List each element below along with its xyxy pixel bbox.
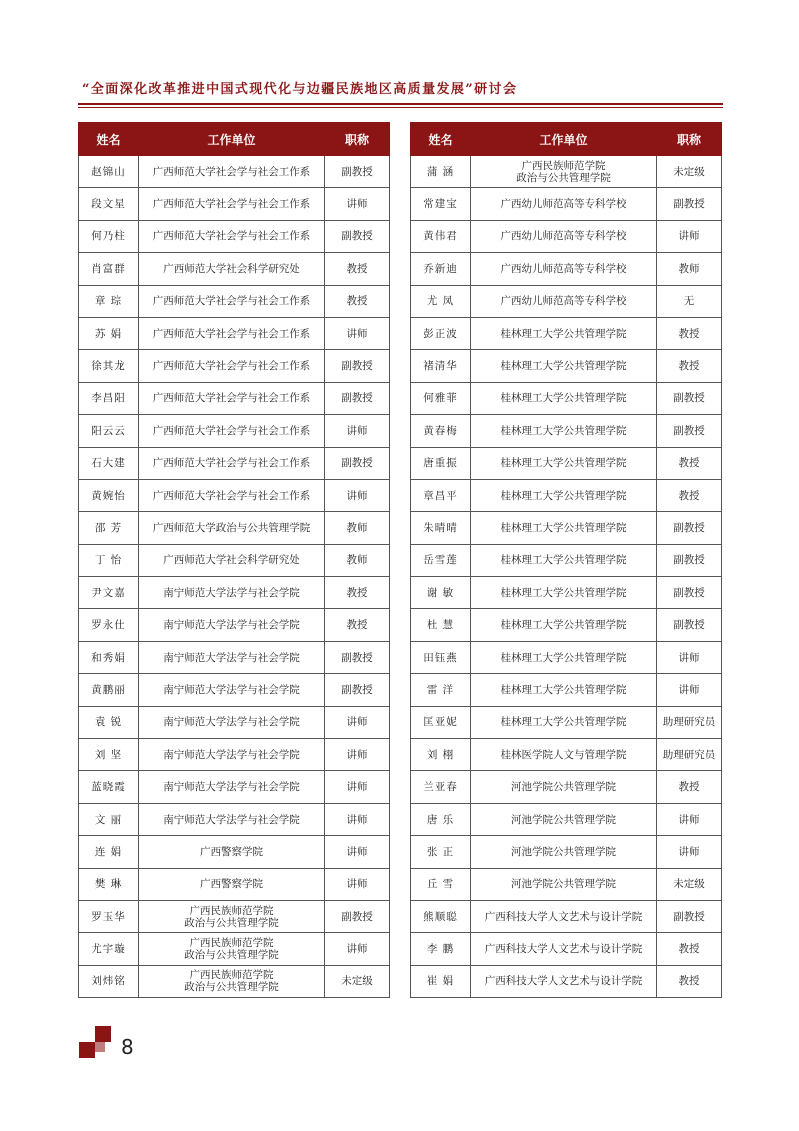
cell-unit: 广西师范大学社会学与社会工作系 — [139, 317, 325, 349]
cell-title: 讲师 — [325, 771, 390, 803]
table-row — [79, 965, 390, 997]
cell-unit: 河池学院公共管理学院 — [471, 868, 657, 900]
table-row — [411, 933, 722, 965]
cell-title: 教授 — [325, 285, 390, 317]
table-row — [411, 900, 722, 932]
table-row — [79, 415, 390, 447]
cell-name: 蒲 涵 — [411, 156, 471, 188]
cell-title: 副教授 — [325, 220, 390, 252]
cell-title: 讲师 — [325, 868, 390, 900]
cell-title: 教授 — [657, 479, 722, 511]
cell-name: 常建宝 — [411, 188, 471, 220]
cell-unit: 广西师范大学社会学与社会工作系 — [139, 382, 325, 414]
cell-title: 讲师 — [657, 803, 722, 835]
cell-title: 副教授 — [325, 350, 390, 382]
cell-name: 乔新迪 — [411, 253, 471, 285]
cell-unit: 广西师范大学社会学与社会工作系 — [139, 447, 325, 479]
table-row — [79, 317, 390, 349]
table-row — [79, 641, 390, 673]
table-row — [411, 188, 722, 220]
cell-unit: 南宁师范大学法学与社会学院 — [139, 739, 325, 771]
cell-unit: 广西师范大学社会学与社会工作系 — [139, 285, 325, 317]
cell-name: 刘炜铭 — [79, 965, 139, 997]
cell-title: 讲师 — [325, 803, 390, 835]
page-header-title: “全面深化改革推进中国式现代化与边疆民族地区高质量发展”研讨会 — [82, 82, 518, 97]
cell-unit: 桂林理工大学公共管理学院 — [471, 641, 657, 673]
cell-title: 教师 — [325, 512, 390, 544]
cell-name: 唐 乐 — [411, 803, 471, 835]
table-row — [79, 220, 390, 252]
cell-unit: 南宁师范大学法学与社会学院 — [139, 674, 325, 706]
table-row — [79, 933, 390, 965]
cell-title: 讲师 — [325, 317, 390, 349]
cell-title: 讲师 — [325, 933, 390, 965]
cell-name: 石大建 — [79, 447, 139, 479]
cell-name: 何乃柱 — [79, 220, 139, 252]
cell-unit: 桂林理工大学公共管理学院 — [471, 674, 657, 706]
cell-unit: 广西幼儿师范高等专科学校 — [471, 188, 657, 220]
cell-title: 副教授 — [657, 900, 722, 932]
cell-unit: 广西民族师范学院 政治与公共管理学院 — [139, 933, 325, 965]
cell-name: 罗玉华 — [79, 900, 139, 932]
cell-unit: 桂林理工大学公共管理学院 — [471, 609, 657, 641]
cell-unit: 南宁师范大学法学与社会学院 — [139, 803, 325, 835]
header-rule-thin — [78, 107, 723, 108]
cell-title: 未定级 — [657, 156, 722, 188]
cell-unit: 广西幼儿师范高等专科学校 — [471, 253, 657, 285]
cell-name: 刘 栩 — [411, 739, 471, 771]
cell-title: 教授 — [657, 447, 722, 479]
cell-unit: 桂林理工大学公共管理学院 — [471, 317, 657, 349]
cell-title: 无 — [657, 285, 722, 317]
cell-title: 副教授 — [657, 577, 722, 609]
cell-unit: 河池学院公共管理学院 — [471, 836, 657, 868]
corner-square-logo — [79, 1026, 111, 1058]
cell-name: 田钰燕 — [411, 641, 471, 673]
cell-name: 雷 洋 — [411, 674, 471, 706]
cell-name: 谢 敏 — [411, 577, 471, 609]
participant-table-left — [78, 122, 390, 998]
cell-title: 教授 — [657, 965, 722, 997]
cell-title: 讲师 — [657, 674, 722, 706]
cell-name: 褚清华 — [411, 350, 471, 382]
table-row — [79, 868, 390, 900]
cell-title: 副教授 — [657, 512, 722, 544]
table-row — [411, 285, 722, 317]
table-row — [411, 868, 722, 900]
page-number: 8 — [121, 1035, 134, 1059]
cell-unit: 桂林理工大学公共管理学院 — [471, 415, 657, 447]
table-row — [79, 544, 390, 576]
cell-name: 张 正 — [411, 836, 471, 868]
cell-unit: 桂林理工大学公共管理学院 — [471, 447, 657, 479]
table-row — [411, 641, 722, 673]
cell-name: 何雅菲 — [411, 382, 471, 414]
cell-name: 樊 琳 — [79, 868, 139, 900]
cell-name: 尤 凤 — [411, 285, 471, 317]
cell-title: 教授 — [657, 350, 722, 382]
cell-name: 肖富群 — [79, 253, 139, 285]
table-header-row — [79, 123, 390, 156]
table-row — [411, 771, 722, 803]
cell-unit: 广西警察学院 — [139, 868, 325, 900]
cell-unit: 广西师范大学政治与公共管理学院 — [139, 512, 325, 544]
cell-title: 讲师 — [325, 188, 390, 220]
cell-name: 刘 坚 — [79, 739, 139, 771]
cell-unit: 广西师范大学社会学与社会工作系 — [139, 415, 325, 447]
column-header-unit: 工作单位 — [139, 123, 325, 156]
cell-unit: 广西警察学院 — [139, 836, 325, 868]
cell-unit: 广西民族师范学院 政治与公共管理学院 — [471, 156, 657, 188]
cell-unit: 广西科技大学人文艺术与设计学院 — [471, 933, 657, 965]
participant-table-right — [410, 122, 722, 998]
table-row — [411, 479, 722, 511]
cell-name: 杜 慧 — [411, 609, 471, 641]
cell-name: 邵 芳 — [79, 512, 139, 544]
table-row — [411, 156, 722, 188]
table-row — [79, 739, 390, 771]
table-row — [79, 609, 390, 641]
cell-unit: 南宁师范大学法学与社会学院 — [139, 577, 325, 609]
cell-title: 副教授 — [325, 156, 390, 188]
cell-unit: 桂林理工大学公共管理学院 — [471, 544, 657, 576]
table-row — [79, 479, 390, 511]
cell-unit: 广西师范大学社会学与社会工作系 — [139, 188, 325, 220]
cell-name: 兰亚春 — [411, 771, 471, 803]
cell-title: 教师 — [657, 253, 722, 285]
table-row — [411, 544, 722, 576]
table-row — [411, 415, 722, 447]
cell-name: 黄婉怡 — [79, 479, 139, 511]
cell-unit: 桂林理工大学公共管理学院 — [471, 512, 657, 544]
cell-unit: 广西幼儿师范高等专科学校 — [471, 285, 657, 317]
cell-name: 和秀娟 — [79, 641, 139, 673]
cell-title: 教授 — [657, 317, 722, 349]
cell-title: 未定级 — [657, 868, 722, 900]
table-header-row — [411, 123, 722, 156]
cell-name: 黄伟君 — [411, 220, 471, 252]
cell-unit: 桂林理工大学公共管理学院 — [471, 577, 657, 609]
cell-name: 罗永仕 — [79, 609, 139, 641]
cell-name: 黄春梅 — [411, 415, 471, 447]
cell-title: 副教授 — [657, 415, 722, 447]
cell-title: 教师 — [325, 544, 390, 576]
table-row — [411, 803, 722, 835]
cell-title: 副教授 — [325, 641, 390, 673]
cell-unit: 南宁师范大学法学与社会学院 — [139, 771, 325, 803]
cell-name: 丘 雪 — [411, 868, 471, 900]
cell-title: 副教授 — [325, 447, 390, 479]
cell-name: 黄鹏丽 — [79, 674, 139, 706]
cell-title: 讲师 — [325, 415, 390, 447]
cell-unit: 河池学院公共管理学院 — [471, 771, 657, 803]
table-row — [79, 188, 390, 220]
table-row — [79, 674, 390, 706]
cell-unit: 广西师范大学社会学与社会工作系 — [139, 479, 325, 511]
cell-name: 阳云云 — [79, 415, 139, 447]
cell-unit: 广西科技大学人文艺术与设计学院 — [471, 900, 657, 932]
table-row — [79, 900, 390, 932]
cell-name: 李昌阳 — [79, 382, 139, 414]
table-row — [79, 512, 390, 544]
cell-unit: 桂林理工大学公共管理学院 — [471, 706, 657, 738]
cell-title: 副教授 — [325, 900, 390, 932]
table-row — [411, 317, 722, 349]
cell-name: 匡亚妮 — [411, 706, 471, 738]
cell-name: 熊顺聪 — [411, 900, 471, 932]
cell-name: 李 鹏 — [411, 933, 471, 965]
table-row — [411, 220, 722, 252]
table-row — [411, 447, 722, 479]
cell-name: 岳雪莲 — [411, 544, 471, 576]
cell-title: 助理研究员 — [657, 739, 722, 771]
cell-unit: 广西师范大学社会科学研究处 — [139, 253, 325, 285]
cell-name: 赵锦山 — [79, 156, 139, 188]
table-row — [411, 739, 722, 771]
cell-name: 丁 怡 — [79, 544, 139, 576]
cell-name: 崔 娟 — [411, 965, 471, 997]
cell-name: 唐重振 — [411, 447, 471, 479]
table-row — [79, 447, 390, 479]
cell-unit: 南宁师范大学法学与社会学院 — [139, 641, 325, 673]
cell-unit: 桂林理工大学公共管理学院 — [471, 382, 657, 414]
table-row — [79, 253, 390, 285]
cell-name: 尹文嘉 — [79, 577, 139, 609]
table-row — [79, 577, 390, 609]
cell-unit: 桂林理工大学公共管理学院 — [471, 350, 657, 382]
cell-unit: 广西师范大学社会学与社会工作系 — [139, 220, 325, 252]
cell-name: 苏 娟 — [79, 317, 139, 349]
cell-unit: 桂林理工大学公共管理学院 — [471, 479, 657, 511]
cell-unit: 河池学院公共管理学院 — [471, 803, 657, 835]
cell-name: 章昌平 — [411, 479, 471, 511]
column-header-title: 职称 — [325, 123, 390, 156]
cell-title: 讲师 — [325, 739, 390, 771]
table-row — [411, 965, 722, 997]
cell-unit: 广西科技大学人文艺术与设计学院 — [471, 965, 657, 997]
cell-title: 副教授 — [325, 382, 390, 414]
table-row — [411, 382, 722, 414]
table-row — [411, 577, 722, 609]
table-row — [411, 836, 722, 868]
column-header-unit: 工作单位 — [471, 123, 657, 156]
cell-title: 教授 — [657, 771, 722, 803]
cell-unit: 广西民族师范学院 政治与公共管理学院 — [139, 965, 325, 997]
header-rule — [78, 103, 723, 105]
cell-title: 讲师 — [657, 220, 722, 252]
cell-unit: 南宁师范大学法学与社会学院 — [139, 609, 325, 641]
table-row — [411, 674, 722, 706]
cell-title: 教授 — [657, 933, 722, 965]
cell-name: 尤宇璇 — [79, 933, 139, 965]
cell-title: 副教授 — [657, 609, 722, 641]
cell-title: 副教授 — [657, 544, 722, 576]
cell-unit: 广西民族师范学院 政治与公共管理学院 — [139, 900, 325, 932]
cell-title: 讲师 — [325, 706, 390, 738]
cell-unit: 广西幼儿师范高等专科学校 — [471, 220, 657, 252]
table-row — [79, 156, 390, 188]
column-header-name: 姓名 — [79, 123, 139, 156]
cell-title: 讲师 — [657, 641, 722, 673]
table-row — [79, 382, 390, 414]
cell-name: 连 娟 — [79, 836, 139, 868]
cell-name: 段文星 — [79, 188, 139, 220]
cell-title: 教授 — [325, 253, 390, 285]
cell-name: 彭正波 — [411, 317, 471, 349]
cell-name: 文 丽 — [79, 803, 139, 835]
table-row — [411, 706, 722, 738]
cell-title: 教授 — [325, 577, 390, 609]
cell-name: 袁 锐 — [79, 706, 139, 738]
cell-title: 副教授 — [657, 188, 722, 220]
cell-unit: 广西师范大学社会科学研究处 — [139, 544, 325, 576]
cell-unit: 桂林医学院人文与管理学院 — [471, 739, 657, 771]
cell-title: 教授 — [325, 609, 390, 641]
cell-unit: 南宁师范大学法学与社会学院 — [139, 706, 325, 738]
cell-title: 讲师 — [325, 836, 390, 868]
cell-title: 副教授 — [325, 674, 390, 706]
table-row — [79, 836, 390, 868]
cell-name: 章 琮 — [79, 285, 139, 317]
cell-title: 讲师 — [657, 836, 722, 868]
column-header-title: 职称 — [657, 123, 722, 156]
table-row — [79, 285, 390, 317]
cell-title: 副教授 — [657, 382, 722, 414]
column-header-name: 姓名 — [411, 123, 471, 156]
cell-name: 蓝晓霞 — [79, 771, 139, 803]
table-row — [411, 350, 722, 382]
cell-title: 讲师 — [325, 479, 390, 511]
cell-title: 助理研究员 — [657, 706, 722, 738]
cell-unit: 广西师范大学社会学与社会工作系 — [139, 156, 325, 188]
table-row — [411, 253, 722, 285]
table-row — [411, 609, 722, 641]
cell-title: 未定级 — [325, 965, 390, 997]
cell-name: 徐其龙 — [79, 350, 139, 382]
table-row — [411, 512, 722, 544]
table-row — [79, 803, 390, 835]
cell-name: 朱晴晴 — [411, 512, 471, 544]
table-row — [79, 706, 390, 738]
table-row — [79, 771, 390, 803]
cell-unit: 广西师范大学社会学与社会工作系 — [139, 350, 325, 382]
table-row — [79, 350, 390, 382]
